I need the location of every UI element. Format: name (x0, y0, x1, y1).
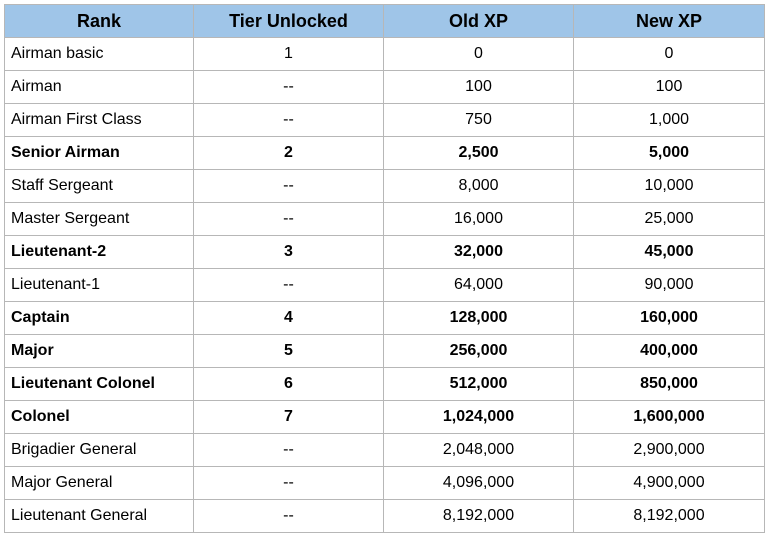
table-row (5, 467, 765, 500)
header-tier-unlocked: Tier Unlocked (194, 5, 384, 38)
old-xp-cell: 8,000 (384, 170, 574, 203)
new-xp-cell: 100 (574, 71, 765, 104)
tier-cell: -- (194, 170, 384, 203)
tier-cell: -- (194, 269, 384, 302)
table-row (5, 170, 765, 203)
tier-cell: 1 (194, 38, 384, 71)
rank-cell: Major General (5, 467, 194, 500)
new-xp-cell: 2,900,000 (574, 434, 765, 467)
old-xp-cell: 750 (384, 104, 574, 137)
rank-cell: Lieutenant General (5, 500, 194, 533)
old-xp-cell: 8,192,000 (384, 500, 574, 533)
old-xp-cell: 2,500 (384, 137, 574, 170)
old-xp-cell: 4,096,000 (384, 467, 574, 500)
old-xp-cell: 2,048,000 (384, 434, 574, 467)
old-xp-cell: 1,024,000 (384, 401, 574, 434)
tier-cell: 7 (194, 401, 384, 434)
table-row (5, 236, 765, 269)
tier-cell: -- (194, 467, 384, 500)
new-xp-cell: 0 (574, 38, 765, 71)
old-xp-cell: 16,000 (384, 203, 574, 236)
rank-cell: Brigadier General (5, 434, 194, 467)
new-xp-cell: 8,192,000 (574, 500, 765, 533)
old-xp-cell: 256,000 (384, 335, 574, 368)
old-xp-cell: 0 (384, 38, 574, 71)
tier-cell: -- (194, 434, 384, 467)
tier-cell: -- (194, 104, 384, 137)
tier-cell: 6 (194, 368, 384, 401)
table-row (5, 71, 765, 104)
rank-cell: Senior Airman (5, 137, 194, 170)
header-row (5, 5, 765, 38)
new-xp-cell: 45,000 (574, 236, 765, 269)
tier-cell: 2 (194, 137, 384, 170)
new-xp-cell: 90,000 (574, 269, 765, 302)
table-row (5, 203, 765, 236)
tier-cell: -- (194, 71, 384, 104)
tier-cell: 5 (194, 335, 384, 368)
rank-cell: Lieutenant Colonel (5, 368, 194, 401)
old-xp-cell: 128,000 (384, 302, 574, 335)
header-rank: Rank (5, 5, 194, 38)
rank-cell: Lieutenant-2 (5, 236, 194, 269)
old-xp-cell: 100 (384, 71, 574, 104)
new-xp-cell: 25,000 (574, 203, 765, 236)
rank-cell: Airman basic (5, 38, 194, 71)
new-xp-cell: 4,900,000 (574, 467, 765, 500)
table-row (5, 335, 765, 368)
new-xp-cell: 400,000 (574, 335, 765, 368)
header-old-xp: Old XP (384, 5, 574, 38)
tier-cell: -- (194, 500, 384, 533)
rank-cell: Major (5, 335, 194, 368)
table-row (5, 302, 765, 335)
rank-cell: Lieutenant-1 (5, 269, 194, 302)
rank-cell: Airman (5, 71, 194, 104)
rank-cell: Colonel (5, 401, 194, 434)
rank-cell: Captain (5, 302, 194, 335)
table-row (5, 434, 765, 467)
new-xp-cell: 1,600,000 (574, 401, 765, 434)
new-xp-cell: 10,000 (574, 170, 765, 203)
old-xp-cell: 32,000 (384, 236, 574, 269)
tier-cell: -- (194, 203, 384, 236)
rank-cell: Airman First Class (5, 104, 194, 137)
table-row (5, 368, 765, 401)
table-row (5, 401, 765, 434)
new-xp-cell: 5,000 (574, 137, 765, 170)
new-xp-cell: 850,000 (574, 368, 765, 401)
tier-cell: 3 (194, 236, 384, 269)
rank-xp-table (4, 4, 765, 533)
header-new-xp: New XP (574, 5, 765, 38)
tier-cell: 4 (194, 302, 384, 335)
table-row (5, 38, 765, 71)
new-xp-cell: 1,000 (574, 104, 765, 137)
old-xp-cell: 512,000 (384, 368, 574, 401)
table-row (5, 104, 765, 137)
table-row (5, 137, 765, 170)
new-xp-cell: 160,000 (574, 302, 765, 335)
rank-cell: Staff Sergeant (5, 170, 194, 203)
table-row (5, 269, 765, 302)
rank-cell: Master Sergeant (5, 203, 194, 236)
old-xp-cell: 64,000 (384, 269, 574, 302)
